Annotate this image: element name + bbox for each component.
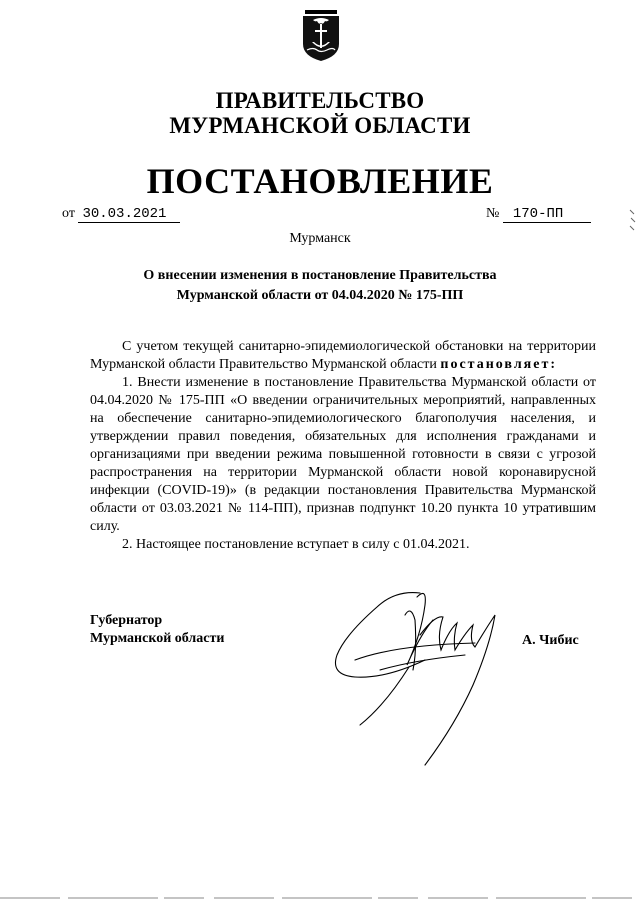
document-type-title: ПОСТАНОВЛЕНИЕ: [146, 161, 494, 201]
item-2-paragraph: 2. Настоящее постановление вступает в силу с 01.04.2021.: [122, 537, 470, 552]
handwritten-signature: [325, 575, 515, 775]
date-value: 30.03.2021: [78, 206, 180, 223]
number-value: 170-ПП: [503, 206, 591, 223]
subject-line-1: О внесении изменения в постановление Правительства: [143, 268, 497, 283]
government-line-2: МУРМАНСКОЙ ОБЛАСТИ: [169, 113, 471, 138]
intro-paragraph: [90, 338, 596, 374]
coat-of-arms-emblem: [301, 10, 341, 62]
position-line-2: Мурманской области: [90, 631, 225, 646]
intro-text: С учетом текущей санитарно-эпидемиологической обстановки на территории Мурманской области Правительство Мурманской области: [90, 339, 596, 372]
signatory-name: А. Чибис: [522, 633, 579, 648]
date-prefix: от: [62, 206, 75, 221]
government-line-1: ПРАВИТЕЛЬСТВО: [215, 88, 425, 113]
number-prefix: №: [486, 206, 500, 221]
document-body: [90, 338, 596, 554]
number-field: [486, 206, 591, 223]
margin-mark: [628, 208, 638, 232]
signatory-position: [90, 612, 224, 648]
subject-line-2: Мурманской области от 04.04.2020 № 175-ПП: [176, 288, 464, 303]
decree-word: постановляет:: [440, 357, 557, 372]
document-subject: [0, 266, 640, 306]
city-label: Мурманск: [289, 231, 351, 246]
date-field: [62, 206, 180, 223]
item-1-paragraph: 1. Внести изменение в постановление Правительства Мурманской области от 04.04.2020 № 175-ПП «О введении ограничительных мероприятий, направленных на обеспечение санитарно-эпидемиологического благополучия населения, и утверждении правил поведения, обязательных для исполнения гражданами и организациями при введении режима повышенной готовности в связи с угрозой распространения на территории Мурманской области новой коронавирусной инфекции (COVID-19)» (в редакции постановления Правительства Мурманской области от 03.03.2021 № 114-ПП), признав подпункт 10.20 пункта 10 утратившим силу.: [90, 375, 596, 534]
position-line-1: Губернатор: [90, 613, 163, 628]
government-name: [0, 88, 640, 138]
scan-footer-lines: [0, 895, 640, 905]
